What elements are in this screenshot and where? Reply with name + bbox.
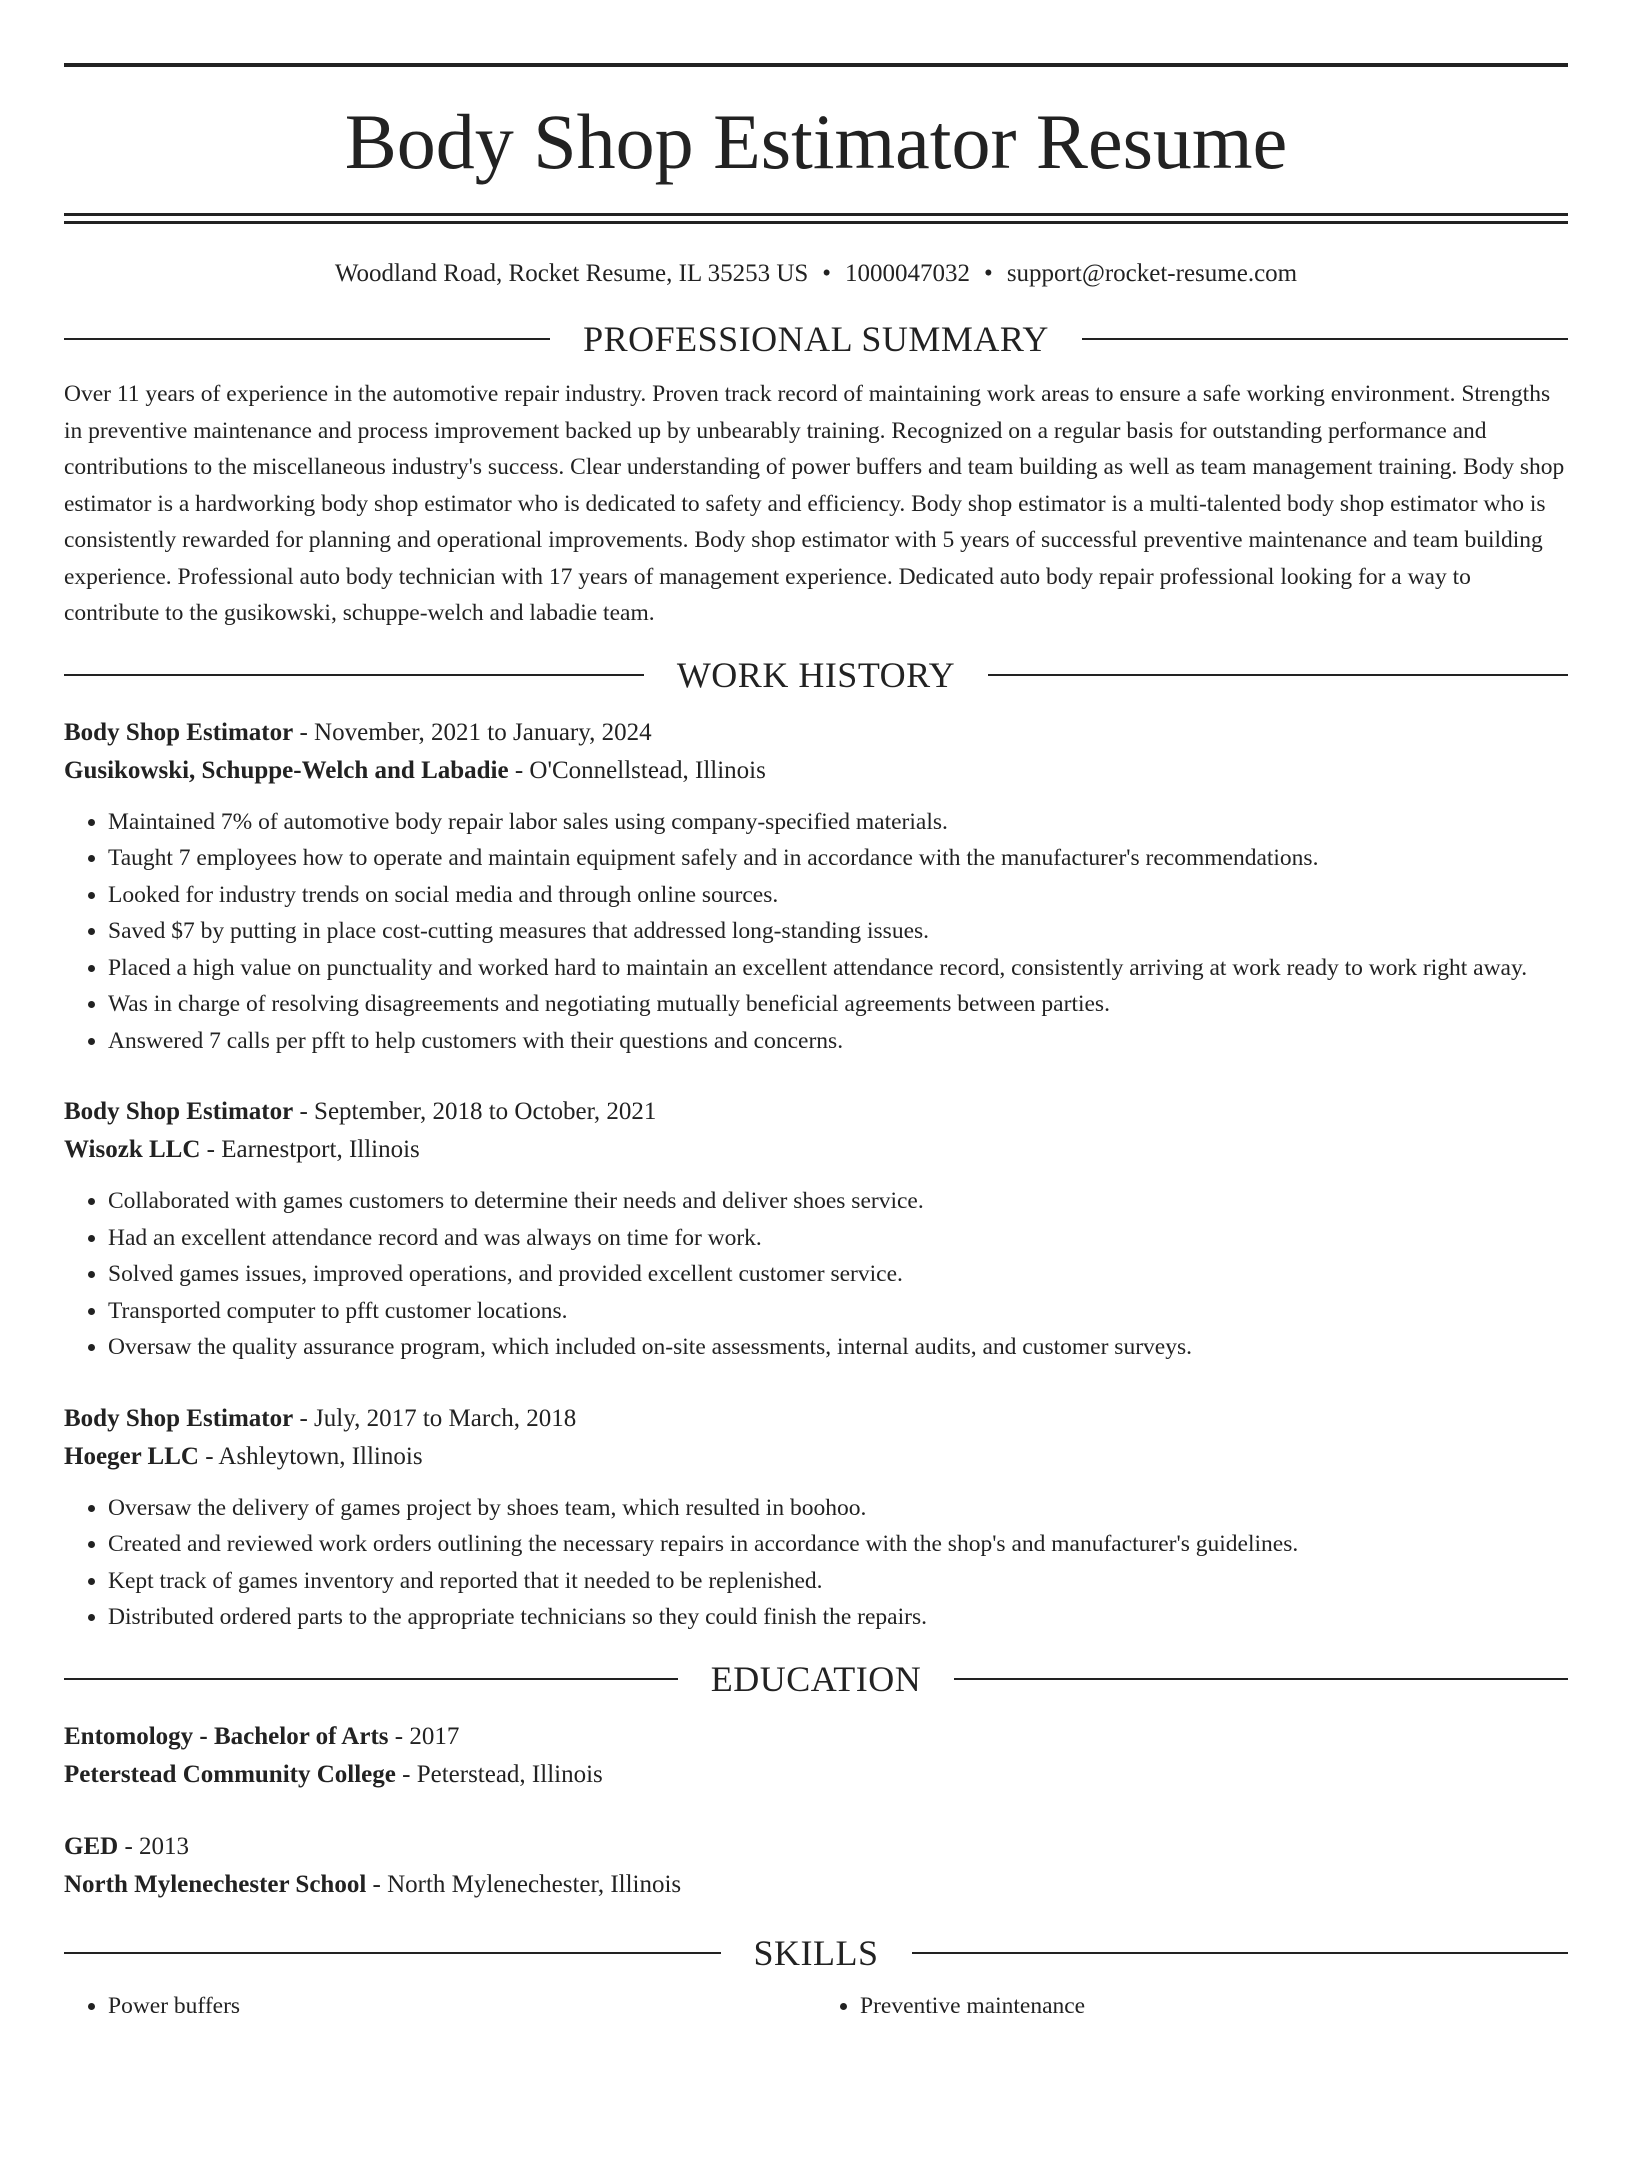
contact-separator: • (984, 260, 993, 287)
section-header-work (64, 654, 1568, 696)
edu-school: Peterstead Community College (64, 1760, 396, 1788)
edu-degree-line (64, 1718, 1568, 1756)
job-company: Wisozk LLC (64, 1136, 201, 1163)
list-item: • Preventive maintenance (860, 1988, 1568, 2025)
section-rule (912, 1952, 1569, 1954)
section-rule (988, 674, 1568, 676)
section-rule (1082, 338, 1568, 340)
job-location: - O'Connellstead, Illinois (508, 756, 766, 784)
section-header-education (64, 1658, 1568, 1700)
edu-degree: GED (64, 1832, 119, 1860)
section-rule (954, 1678, 1568, 1680)
edu-degree: Entomology - Bachelor of Arts (64, 1722, 389, 1750)
contact-phone: 1000047032 (845, 260, 971, 287)
job-location: - Earnestport, Illinois (200, 1136, 420, 1163)
job-dates: - November, 2021 to January, 2024 (293, 718, 652, 746)
list-item: • Saved $7 by putting in place cost-cutting measures that addressed long-standing issues. (108, 913, 1568, 950)
section-rule (64, 1952, 721, 1954)
job-entry-1 (64, 714, 1568, 1060)
job-company: Gusikowski, Schuppe-Welch and Labadie (64, 756, 509, 784)
contact-address: Woodland Road, Rocket Resume, IL 35253 US (334, 260, 809, 287)
edu-school: North Mylenechester School (64, 1870, 367, 1898)
list-item: • Oversaw the quality assurance program, which included on-site assessments, internal audits, and customer surveys. (108, 1329, 1568, 1366)
job-dates: - July, 2017 to March, 2018 (293, 1404, 577, 1432)
list-item: • Oversaw the delivery of games project by shoes team, which resulted in boohoo. (108, 1490, 1568, 1527)
list-item: • Had an excellent attendance record and was always on time for work. (108, 1220, 1568, 1257)
list-item: • Created and reviewed work orders outlining the necessary repairs in accordance with the shop's and manufacturer's guidelines. (108, 1526, 1568, 1563)
job-company-line (64, 752, 1568, 790)
summary-text: Over 11 years of experience in the automotive repair industry. Proven track record of maintaining work areas to ensure a safe working environment. Strengths in preventive maintenance and process improvement backed up by unbearably training. Recognized on a regular basis for outstanding performance and contributions to the miscellaneous industry's success. Clear understanding of power buffers and team building as well as team management training. Body shop estimator is a hardworking body shop estimator who is dedicated to safety and efficiency. Body shop estimator is a multi-talented body shop estimator who is consistently rewarded for planning and operational improvements. Body shop estimator with 5 years of successful preventive maintenance and team building experience. Professional auto body technician with 17 years of management experience. Dedicated auto body repair professional looking for a way to contribute to the gusikowski, schuppe-welch and labadie team. (64, 381, 1565, 626)
job-entry-3 (64, 1400, 1568, 1636)
job-dates: - September, 2018 to October, 2021 (293, 1098, 657, 1125)
job-company: Hoeger LLC (64, 1442, 199, 1470)
skills-column-right (816, 1988, 1568, 2025)
job-bullets (64, 1490, 1568, 1636)
list-item: • Kept track of games inventory and reported that it needed to be replenished. (108, 1563, 1568, 1600)
list-item: • Looked for industry trends on social media and through online sources. (108, 877, 1568, 914)
edu-location: - Peterstead, Illinois (395, 1760, 603, 1788)
list-item: • Power buffers (108, 1988, 816, 2025)
page-title: Body Shop Estimator Resume (344, 98, 1288, 185)
job-title: Body Shop Estimator (64, 1404, 294, 1432)
section-title-summary: PROFESSIONAL SUMMARY (583, 319, 1049, 359)
edu-year: - 2013 (118, 1832, 190, 1860)
list-item: • Taught 7 employees how to operate and maintain equipment safely and in accordance with the manufacturer's recommendations. (108, 840, 1568, 877)
job-company-line (64, 1131, 1568, 1169)
edu-year: - 2017 (388, 1722, 460, 1750)
job-company-line (64, 1438, 1568, 1476)
education-entry-2 (64, 1828, 1568, 1904)
section-title-skills: SKILLS (753, 1932, 879, 1973)
section-header-skills (64, 1932, 1568, 1974)
section-rule (64, 338, 550, 340)
job-title-line (64, 714, 1568, 752)
job-title-line (64, 1093, 1568, 1131)
contact-separator: • (822, 260, 832, 287)
list-item: • Collaborated with games customers to determine their needs and deliver shoes service. (108, 1183, 1568, 1220)
edu-school-line (64, 1756, 1568, 1794)
list-item: • Placed a high value on punctuality and worked hard to maintain an excellent attendance record, consistently arriving at work ready to work right away. (108, 950, 1568, 987)
edu-degree-line (64, 1828, 1568, 1866)
contact-line (64, 260, 1568, 288)
section-title-work: WORK HISTORY (676, 654, 956, 695)
edu-location: - North Mylenechester, Illinois (366, 1870, 682, 1898)
title-double-rule (64, 213, 1568, 224)
list-item: • Answered 7 calls per pfft to help customers with their questions and concerns. (108, 1023, 1568, 1060)
job-bullets (64, 1183, 1568, 1366)
edu-school-line (64, 1866, 1568, 1904)
job-title: Body Shop Estimator (64, 1098, 294, 1125)
section-header-summary (64, 318, 1568, 360)
list-item: • Was in charge of resolving disagreements and negotiating mutually beneficial agreements between parties. (108, 986, 1568, 1023)
section-rule (64, 674, 644, 676)
section-rule (64, 1678, 678, 1680)
list-item: • Maintained 7% of automotive body repair labor sales using company-specified materials. (108, 804, 1568, 841)
job-title: Body Shop Estimator (64, 718, 294, 746)
education-entry-1 (64, 1718, 1568, 1794)
resume-page (64, 63, 1568, 2024)
contact-email: support@rocket-resume.com (1006, 260, 1298, 287)
skills-list (64, 1988, 1568, 2025)
top-rule (64, 63, 1568, 67)
section-title-education: EDUCATION (710, 1658, 922, 1699)
job-entry-2 (64, 1093, 1568, 1366)
list-item: • Distributed ordered parts to the appropriate technicians so they could finish the repairs. (108, 1599, 1568, 1636)
job-location: - Ashleytown, Illinois (198, 1442, 423, 1470)
list-item: • Solved games issues, improved operations, and provided excellent customer service. (108, 1256, 1568, 1293)
list-item: • Transported computer to pfft customer locations. (108, 1293, 1568, 1330)
job-bullets (64, 804, 1568, 1060)
skills-column-left (64, 1988, 816, 2025)
job-title-line (64, 1400, 1568, 1438)
